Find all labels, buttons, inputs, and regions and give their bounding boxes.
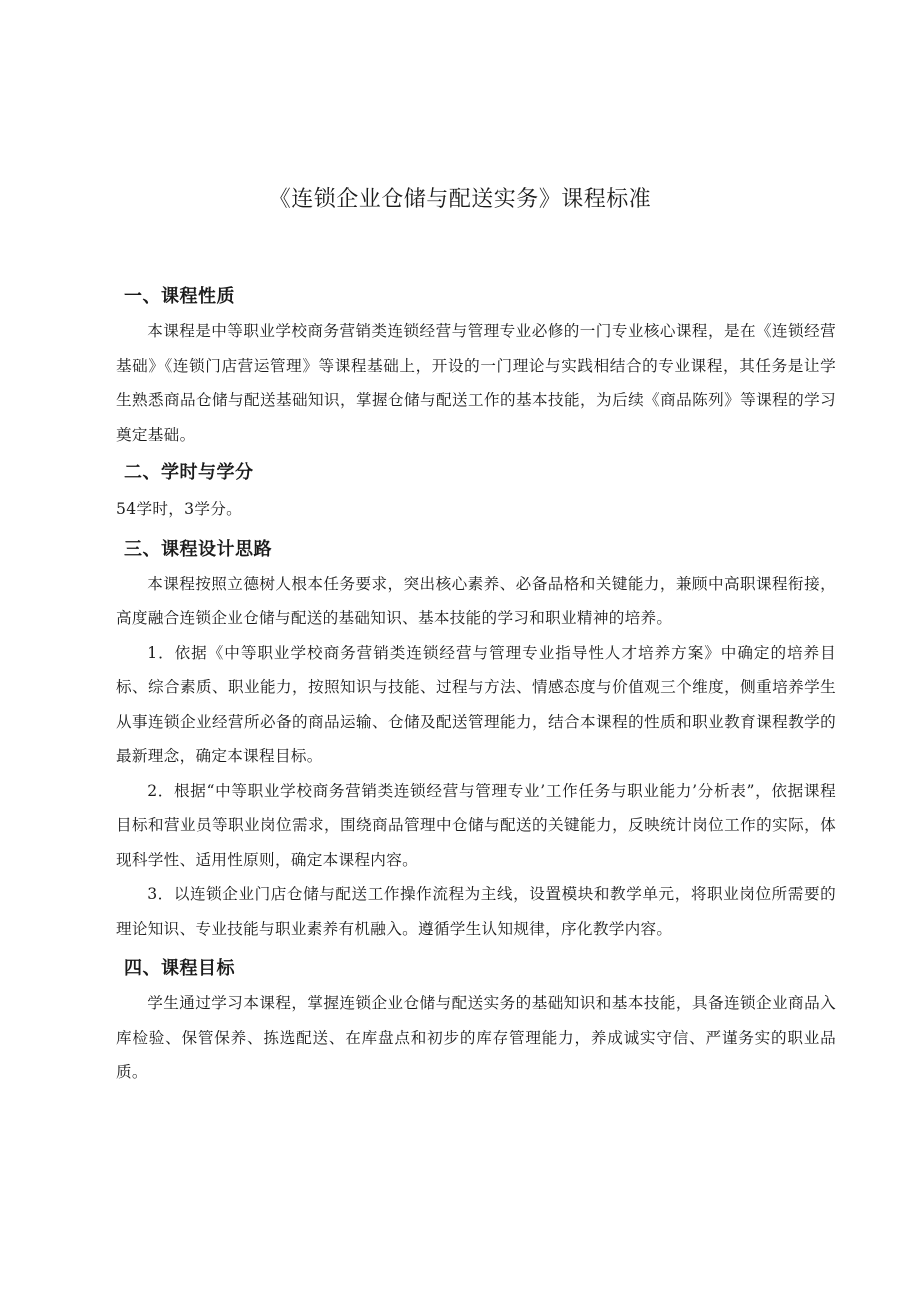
document-body [116, 282, 836, 1090]
section-paragraph: 学生通过学习本课程，掌握连锁企业仓储与配送实务的基础知识和基本技能，具备连锁企业商品入库检验、保管保养、拣选配送、在库盘点和初步的库存管理能力，养成诚实守信、严谨务实的职业品质。 [116, 994, 836, 1081]
section-course-goals [116, 954, 836, 1090]
section-heading: 二、学时与学分 [124, 462, 254, 483]
section-paragraph: 54学时，3学分。 [116, 500, 243, 518]
section-design-ideas [116, 535, 836, 947]
section-course-nature [116, 282, 836, 452]
list-item: 1．依据《中等职业学校商务营销类连锁经营与管理专业指导性人才培养方案》中确定的培养目标、综合素质、职业能力，按照知识与技能、过程与方法、情感态度与价值观三个维度，侧重培养学生从事连锁企业经营所必备的商品运输、仓储及配送管理能力，结合本课程的性质和职业教育课程教学的最新理念，确定本课程目标。 [116, 643, 836, 765]
list-item: 2．根据“中等职业学校商务营销类连锁经营与管理专业’工作任务与职业能力’分析表”，依据课程目标和营业员等职业岗位需求，围绕商品管理中仓储与配送的关键能力，反映统计岗位工作的实际，体现科学性、适用性原则，确定本课程内容。 [116, 781, 836, 869]
document-title: 《连锁企业仓储与配送实务》课程标准 [268, 187, 652, 212]
section-paragraph: 本课程是中等职业学校商务营销类连锁经营与管理专业必修的一门专业核心课程，是在《连锁经营基础》《连锁门店营运管理》等课程基础上，开设的一门理论与实践相结合的专业课程，其任务是让学生熟悉商品仓储与配送基础知识，掌握仓储与配送工作的基本技能，为后续《商品陈列》等课程的学习奠定基础。 [116, 322, 836, 444]
section-heading: 四、课程目标 [124, 958, 235, 979]
section-heading: 三、课程设计思路 [124, 538, 272, 560]
section-paragraph: 本课程按照立德树人根本任务要求，突出核心素养、必备品格和关键能力，兼顾中高职课程衔接，高度融合连锁企业仓储与配送的基础知识、基本技能的学习和职业精神的培养。 [116, 574, 836, 627]
section-heading: 一、课程性质 [124, 286, 235, 307]
section-hours-credits [116, 458, 836, 527]
list-item: 3．以连锁企业门店仓储与配送工作操作流程为主线，设置模块和教学单元，将职业岗位所需要的理论知识、专业技能与职业素养有机融入。遵循学生认知规律，序化教学内容。 [116, 885, 836, 938]
